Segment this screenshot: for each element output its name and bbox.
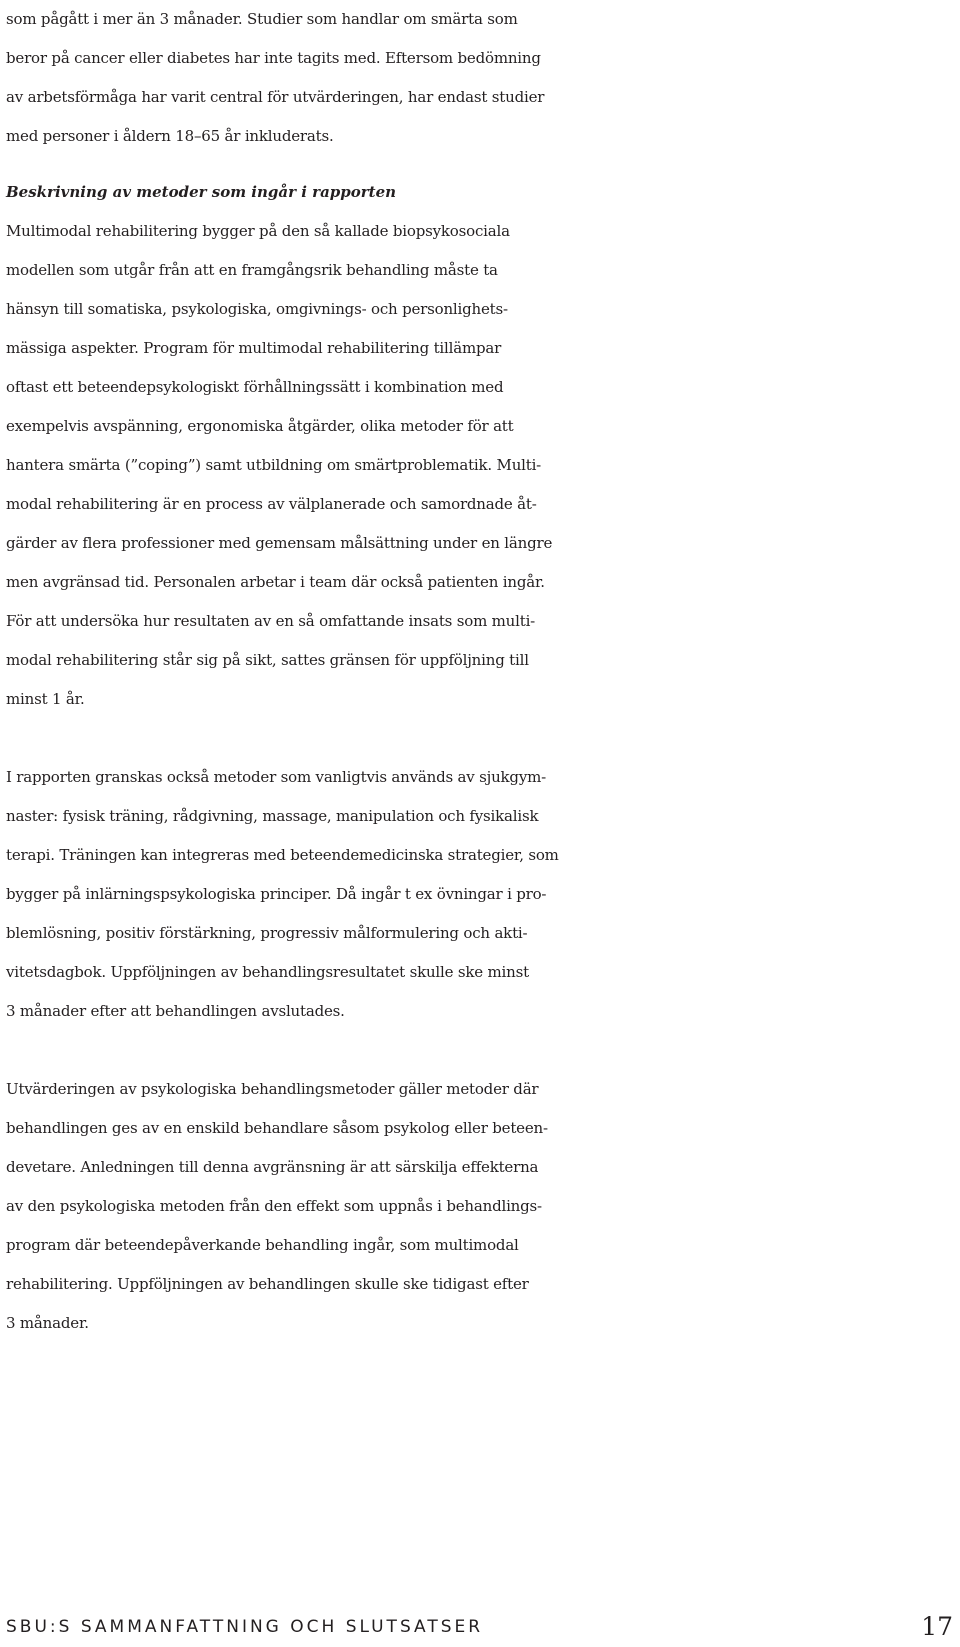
paragraph-line: modellen som utgår från att en framgångsrik behandling måste ta [6, 261, 498, 279]
paragraph-line: mässiga aspekter. Program för multimodal rehabilitering tillämpar [6, 339, 502, 357]
section-heading: Beskrivning av metoder som ingår i rapporten [6, 183, 397, 201]
paragraph-line: av den psykologiska metoden från den effekt som uppnås i behandlings- [6, 1197, 542, 1215]
paragraph-line: behandlingen ges av en enskild behandlare såsom psykolog eller beteen- [6, 1119, 548, 1137]
intro-line: av arbetsförmåga har varit central för utvärderingen, har endast studier [6, 88, 545, 106]
paragraph-line: vitetsdagbok. Uppföljningen av behandlingsresultatet skulle ske minst [6, 963, 529, 981]
paragraph-line: blemlösning, positiv förstärkning, progressiv målformulering och akti- [6, 924, 528, 942]
paragraph-line: hänsyn till somatiska, psykologiska, omgivnings- och personlighets- [6, 300, 508, 318]
page-footer [6, 1613, 953, 1641]
paragraph-line: naster: fysisk träning, rådgivning, massage, manipulation och fysikalisk [6, 807, 539, 825]
paragraph-line: modal rehabilitering står sig på sikt, sattes gränsen för uppföljning till [6, 651, 529, 669]
paragraph-line: program där beteendepåverkande behandling ingår, som multimodal [6, 1236, 519, 1254]
paragraph-line: bygger på inlärningspsykologiska principer. Då ingår t ex övningar i pro- [6, 885, 547, 903]
paragraph-line: minst 1 år. [6, 690, 85, 708]
paragraph-multimodal [6, 212, 956, 719]
intro-paragraph [6, 0, 956, 156]
paragraph-line: 3 månader. [6, 1314, 89, 1332]
page-number: 17 [921, 1612, 953, 1641]
paragraph-line: gärder av flera professioner med gemensam målsättning under en längre [6, 534, 553, 552]
paragraph-line: Multimodal rehabilitering bygger på den så kallade biopsykosociala [6, 222, 510, 240]
intro-line: beror på cancer eller diabetes har inte tagits med. Eftersom bedömning [6, 49, 541, 67]
paragraph-physiotherapy [6, 758, 956, 1031]
paragraph-psychological [6, 1070, 956, 1343]
intro-line: som pågått i mer än 3 månader. Studier som handlar om smärta som [6, 10, 518, 28]
paragraph-line: rehabilitering. Uppföljningen av behandlingen skulle ske tidigast efter [6, 1275, 529, 1293]
paragraph-line: modal rehabilitering är en process av välplanerade och samordnade åt- [6, 495, 537, 513]
paragraph-line: För att undersöka hur resultaten av en så omfattande insats som multi- [6, 612, 536, 630]
paragraph-line: men avgränsad tid. Personalen arbetar i team där också patienten ingår. [6, 573, 545, 591]
paragraph-line: I rapporten granskas också metoder som vanligtvis används av sjukgym- [6, 768, 546, 786]
paragraph-line: exempelvis avspänning, ergonomiska åtgärder, olika metoder för att [6, 417, 514, 435]
paragraph-line: oftast ett beteendepsykologiskt förhållningssätt i kombination med [6, 378, 504, 396]
paragraph-spacer [6, 1031, 956, 1070]
paragraph-line: hantera smärta (”coping”) samt utbildning om smärtproblematik. Multi- [6, 456, 542, 474]
paragraph-line: Utvärderingen av psykologiska behandlingsmetoder gäller metoder där [6, 1080, 539, 1098]
paragraph-line: 3 månader efter att behandlingen avslutades. [6, 1002, 345, 1020]
document-page [6, 0, 956, 1343]
running-title: SBU:S SAMMANFATTNING OCH SLUTSATSER [6, 1617, 484, 1637]
paragraph-spacer [6, 719, 956, 758]
paragraph-line: devetare. Anledningen till denna avgränsning är att särskilja effekterna [6, 1158, 539, 1176]
paragraph-line: terapi. Träningen kan integreras med beteendemedicinska strategier, som [6, 846, 559, 864]
intro-line: med personer i åldern 18–65 år inkluderats. [6, 127, 334, 145]
